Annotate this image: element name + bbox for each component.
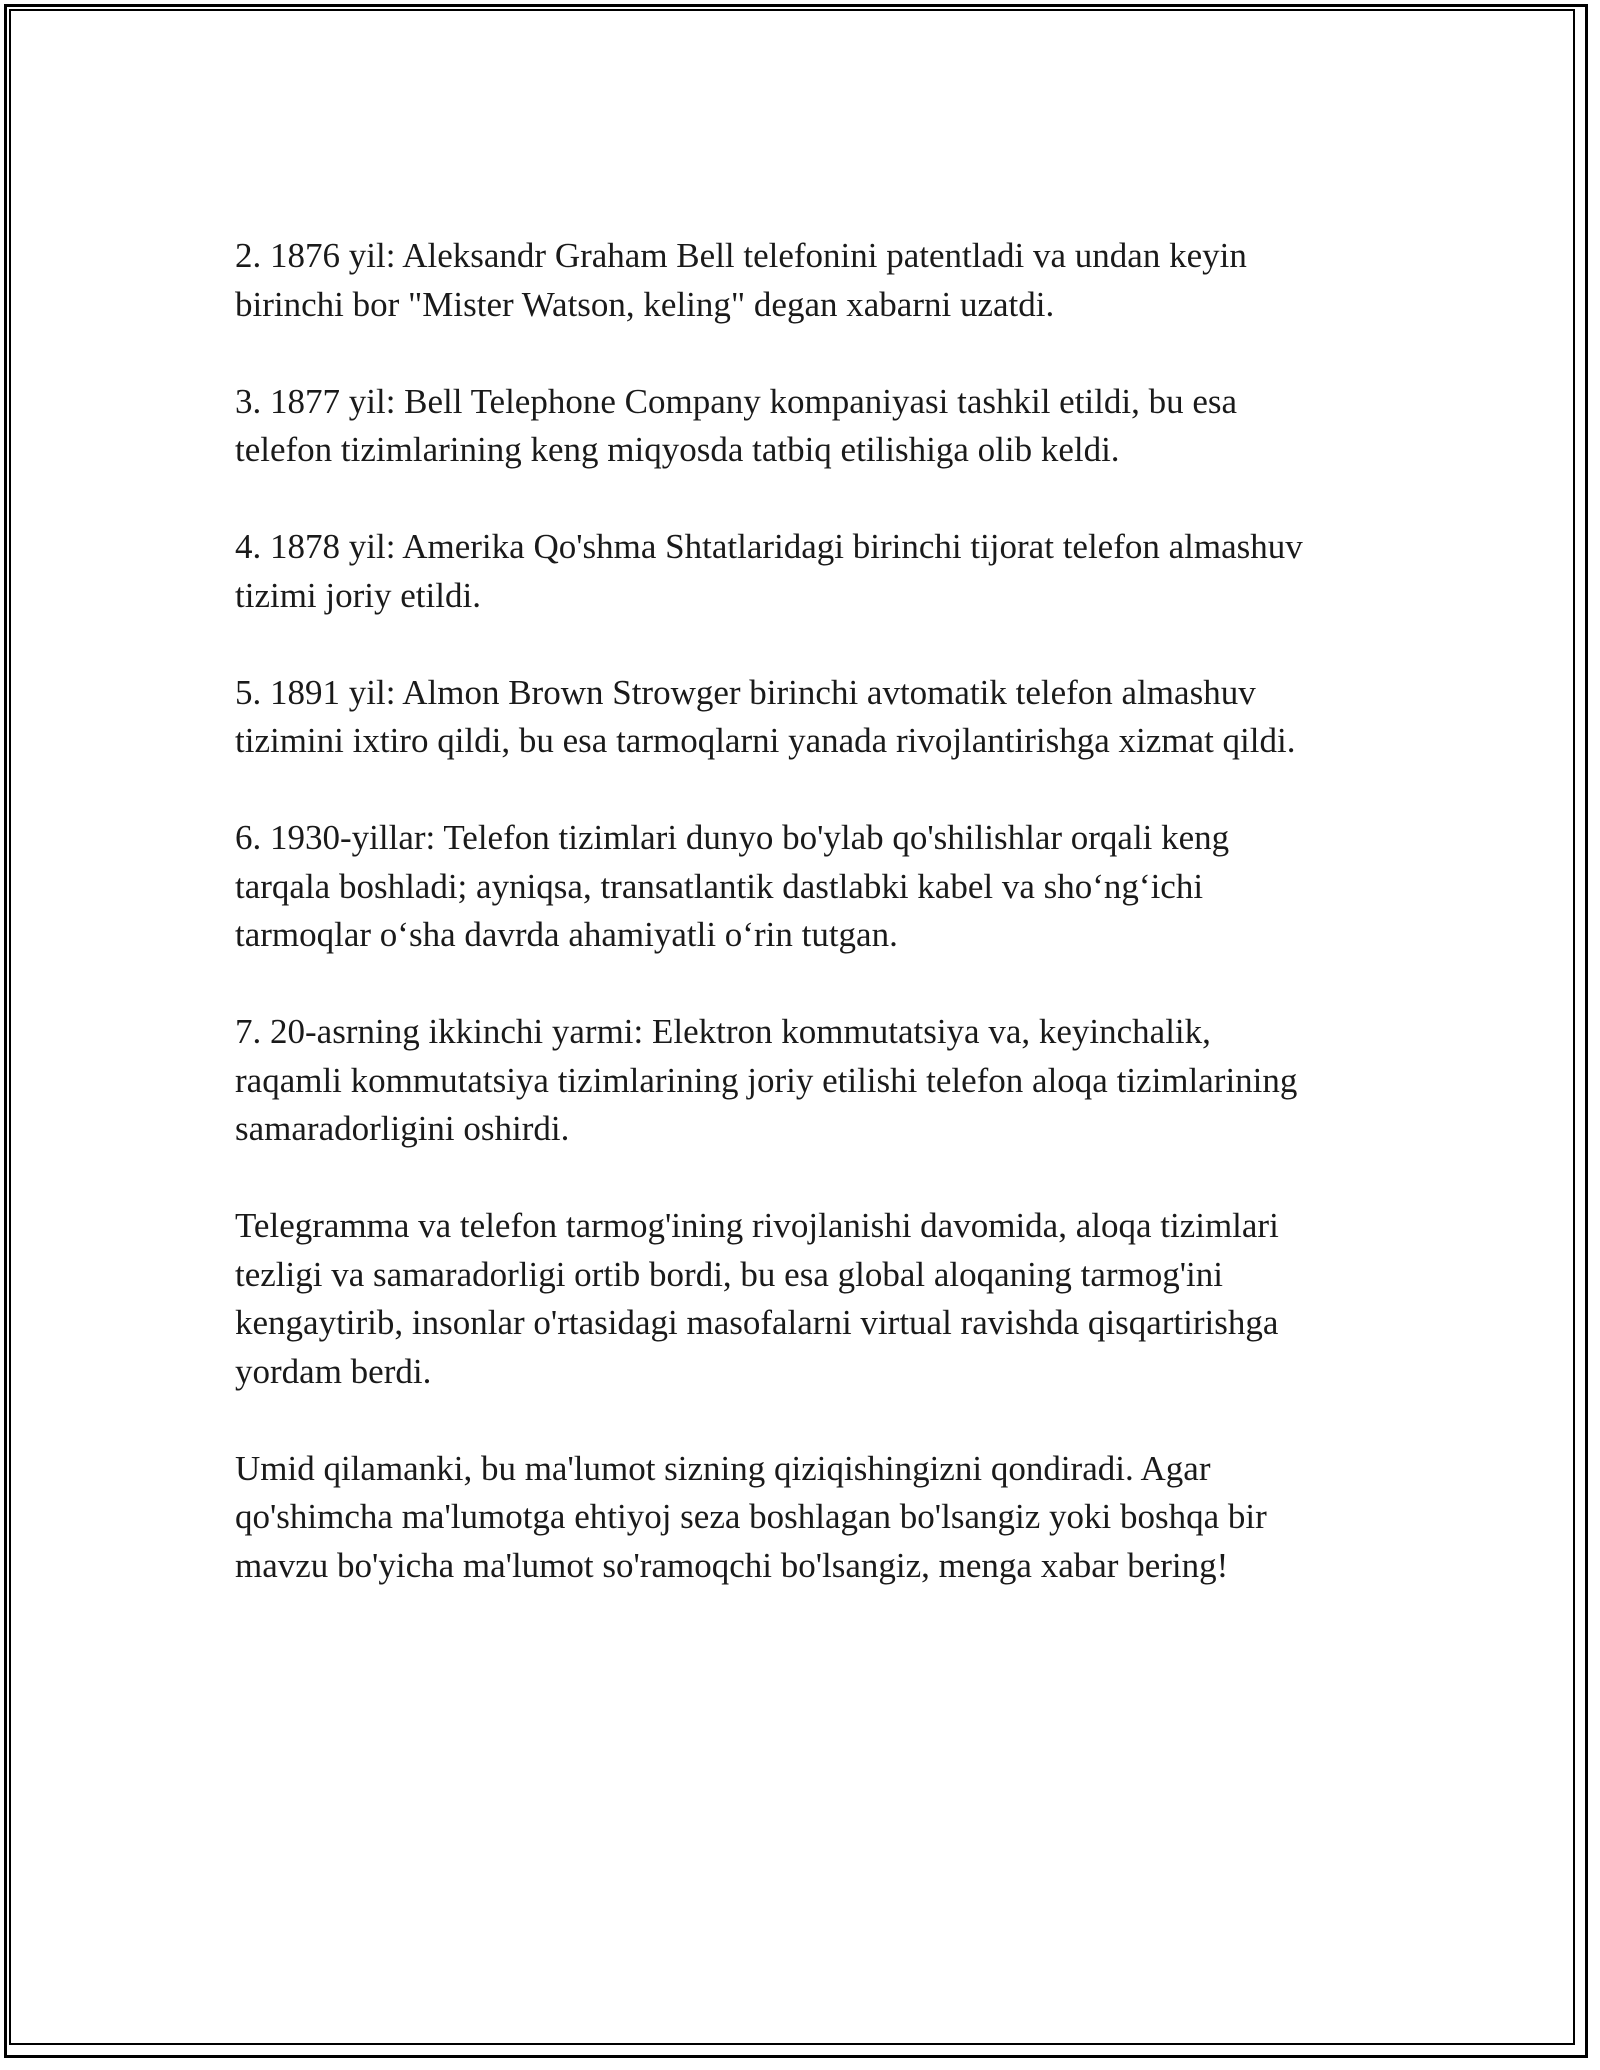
document-body <box>235 232 1375 1639</box>
text-line: birinchi bor "Mister Watson, keling" degan xabarni uzatdi. <box>235 284 1055 324</box>
text-line: raqamli kommutatsiya tizimlarining joriy etilishi telefon aloqa tizimlarining <box>235 1060 1298 1100</box>
text-line: 5. 1891 yil: Almon Brown Strowger birinchi avtomatik telefon almashuv <box>235 672 1256 712</box>
paragraph-1891 <box>235 669 1375 766</box>
text-line: Telegramma va telefon tarmog'ining rivojlanishi davomida, aloqa tizimlari <box>235 1206 1279 1245</box>
text-line: yordam berdi. <box>235 1351 432 1391</box>
text-line: samaradorligini oshirdi. <box>235 1109 570 1148</box>
text-line: tizimi joriy etildi. <box>235 575 481 615</box>
text-line: tarmoqlar o‘sha davrda ahamiyatli o‘rin tutgan. <box>235 915 898 954</box>
text-line: tizimini ixtiro qildi, bu esa tarmoqlarni yanada rivojlantirishga xizmat qildi. <box>235 721 1296 760</box>
paragraph-summary <box>235 1202 1375 1396</box>
text-line: kengaytirib, insonlar o'rtasidagi masofalarni virtual ravishda qisqartirishga <box>235 1303 1279 1342</box>
text-line: mavzu bo'yicha ma'lumot so'ramoqchi bo'lsangiz, menga xabar bering! <box>235 1545 1229 1585</box>
paragraph-1876 <box>235 232 1375 329</box>
text-line: 6. 1930-yillar: Telefon tizimlari dunyo bo'ylab qo'shilishlar orqali keng <box>235 818 1230 857</box>
paragraph-20th-century <box>235 1008 1375 1154</box>
text-line: tezligi va samaradorligi ortib bordi, bu esa global aloqaning tarmog'ini <box>235 1254 1223 1294</box>
text-line: 2. 1876 yil: Aleksandr Graham Bell telefonini patentladi va undan keyin <box>235 236 1247 275</box>
text-line: qo'shimcha ma'lumotga ehtiyoj seza boshlagan bo'lsangiz yoki boshqa bir <box>235 1497 1267 1536</box>
text-line: 7. 20-asrning ikkinchi yarmi: Elektron kommutatsiya va, keyinchalik, <box>235 1012 1211 1051</box>
text-line: 4. 1878 yil: Amerika Qo'shma Shtatlaridagi birinchi tijorat telefon almashuv <box>235 527 1303 566</box>
paragraph-1878 <box>235 523 1375 620</box>
paragraph-1877 <box>235 378 1375 475</box>
paragraph-closing <box>235 1445 1375 1591</box>
text-line: tarqala boshladi; ayniqsa, transatlantik dastlabki kabel va sho‘ng‘ichi <box>235 866 1204 906</box>
text-line: Umid qilamanki, bu ma'lumot sizning qiziqishingizni qondiradi. Agar <box>235 1448 1211 1488</box>
text-line: telefon tizimlarining keng miqyosda tatbiq etilishiga olib keldi. <box>235 430 1120 469</box>
text-line: 3. 1877 yil: Bell Telephone Company kompaniyasi tashkil etildi, bu esa <box>235 381 1238 421</box>
paragraph-1930s <box>235 814 1375 960</box>
